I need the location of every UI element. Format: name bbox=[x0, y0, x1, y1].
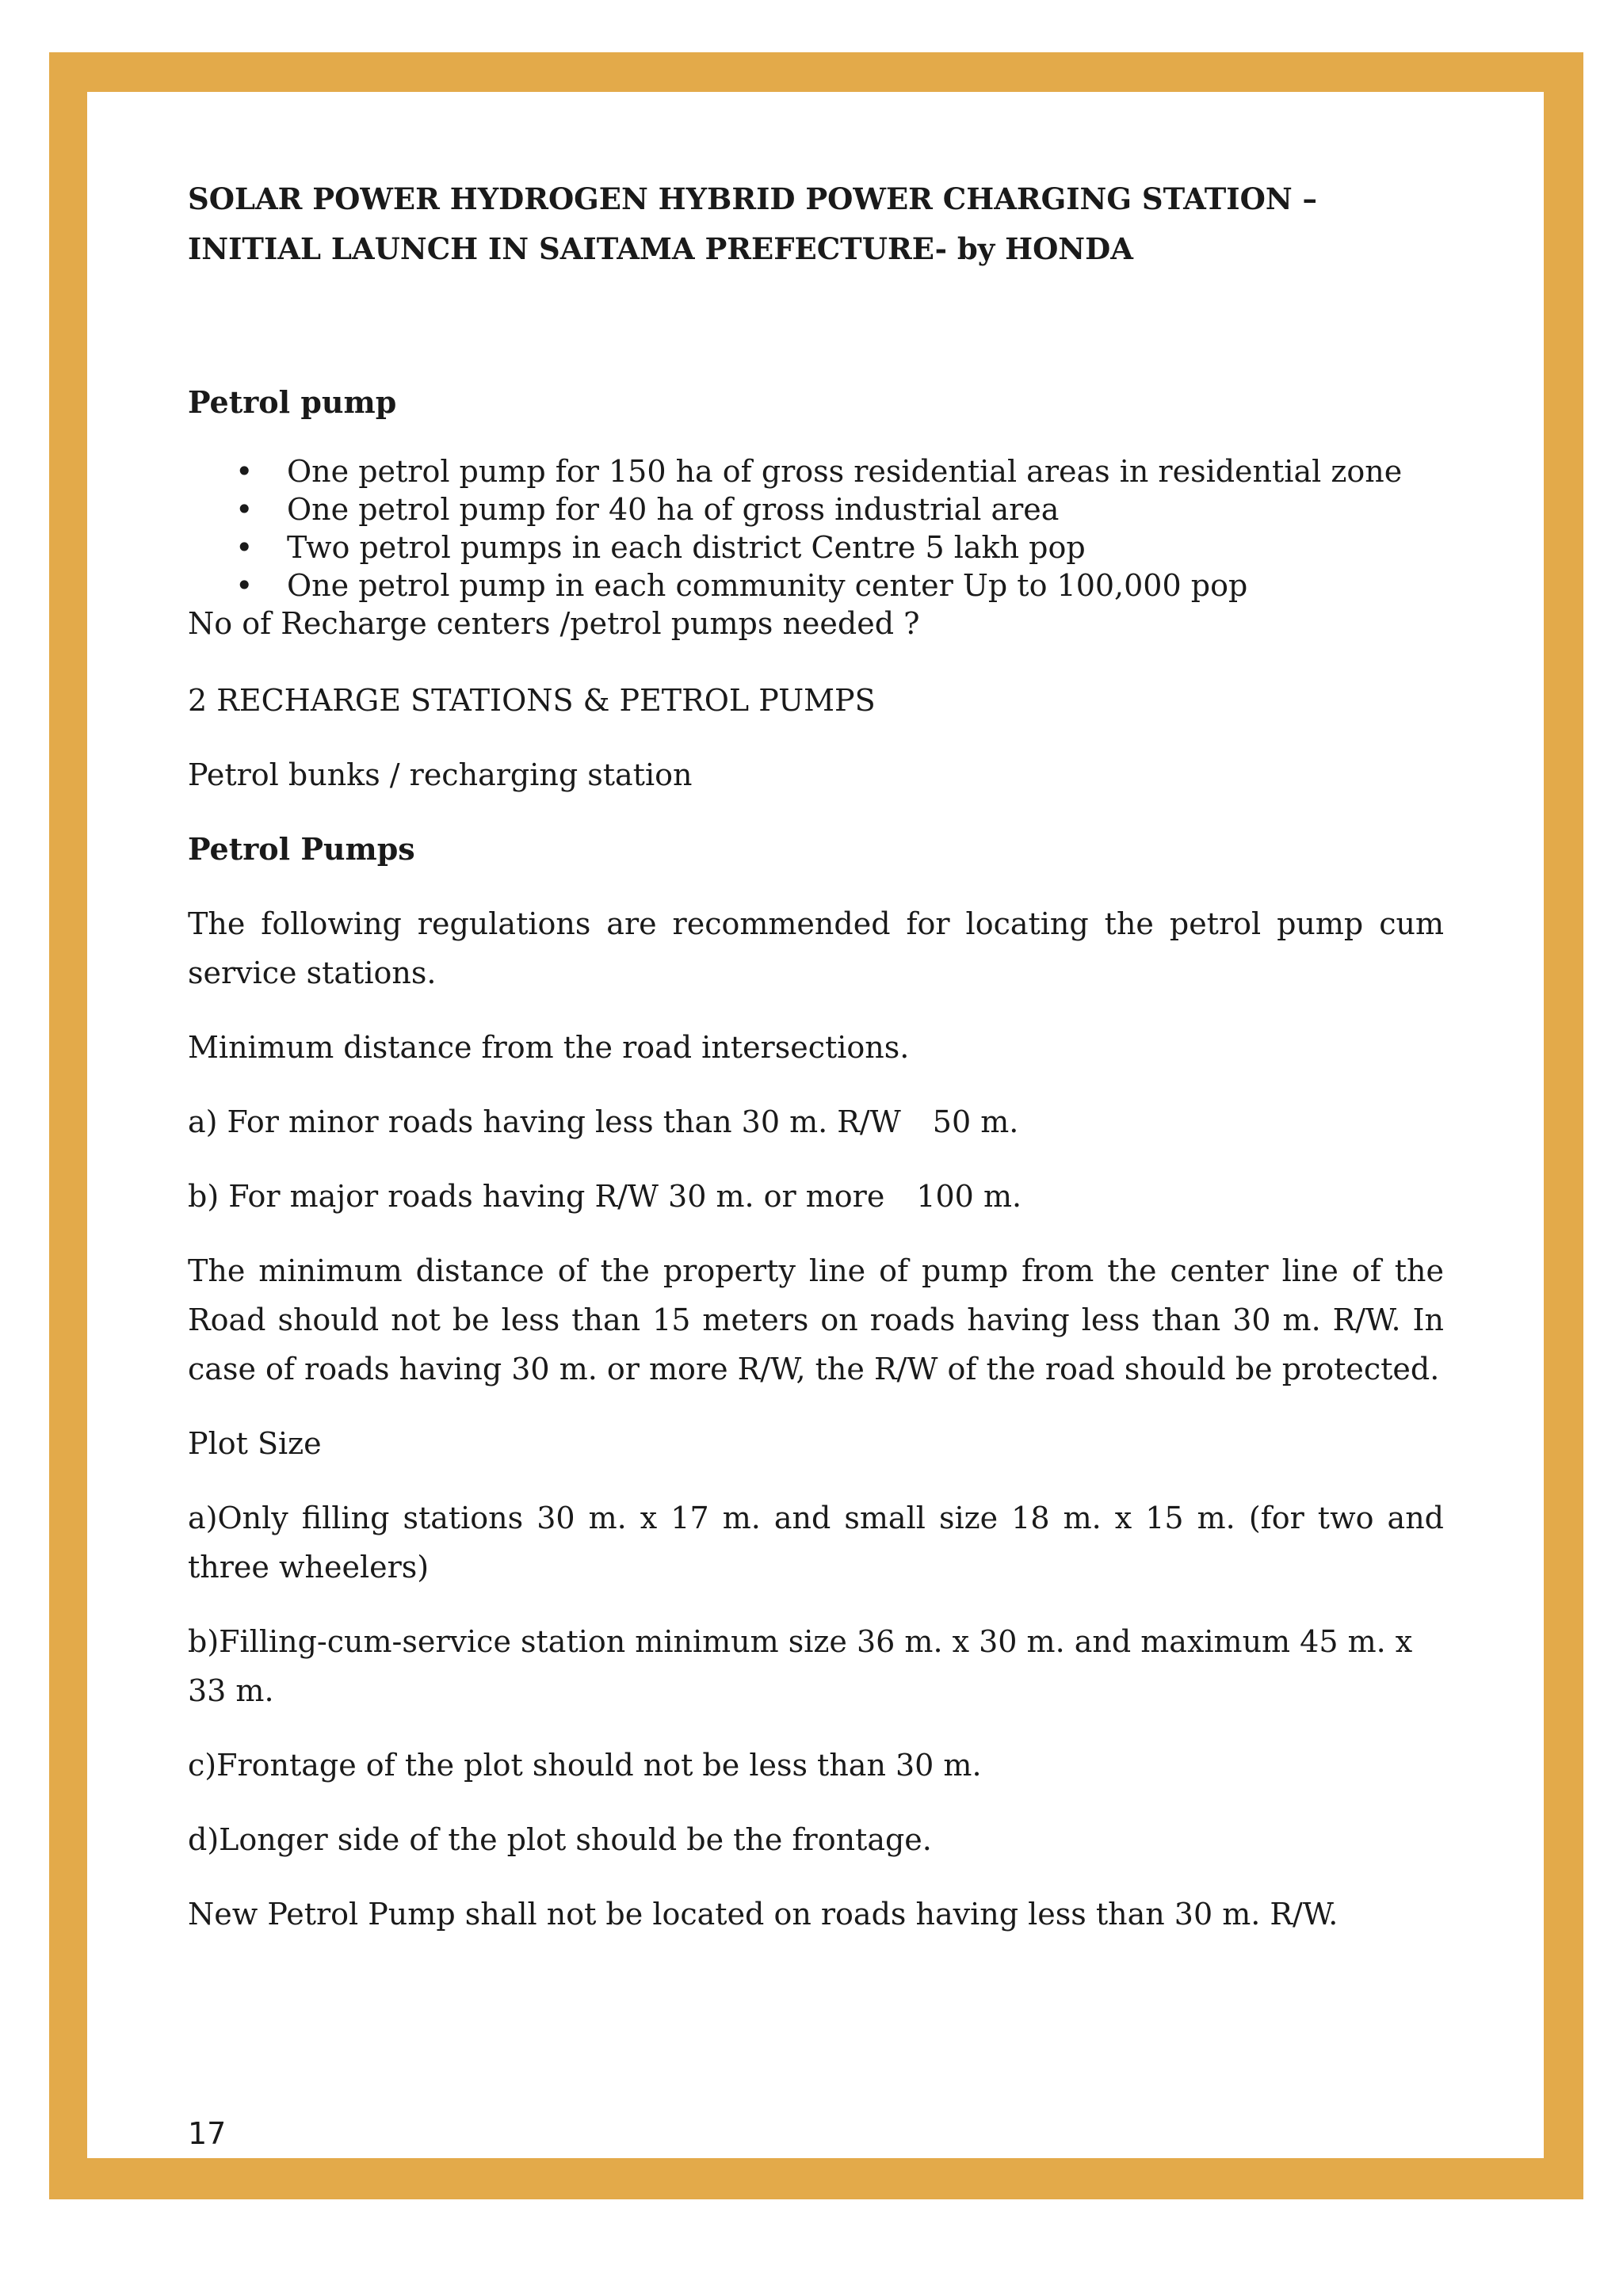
property-line-paragraph: The minimum distance of the property line of pump from the center line of the Road should not be less than 15 meters on roads having less than 30 m. R/W. In case of roads having 30 m. or more R/W, the R/W of the road should be protected. bbox=[188, 1253, 1444, 1386]
list-item: • Two petrol pumps in each district Centre 5 lakh pop bbox=[235, 530, 1086, 565]
document-body bbox=[188, 174, 1444, 1939]
petrol-bunks-line: Petrol bunks / recharging station bbox=[188, 757, 693, 792]
minor-roads-rule: a) For minor roads having less than 30 m. R/W 50 m. bbox=[188, 1104, 1019, 1139]
petrol-pumps-heading: Petrol Pumps bbox=[188, 831, 415, 867]
plot-rule-c: c)Frontage of the plot should not be less than 30 m. bbox=[188, 1748, 982, 1783]
petrol-pump-list bbox=[188, 452, 1444, 605]
list-item: • One petrol pump for 150 ha of gross residential areas in residential zone bbox=[235, 454, 1403, 489]
recharge-question: No of Recharge centers /petrol pumps needed ? bbox=[188, 606, 920, 641]
min-distance-line: Minimum distance from the road intersections. bbox=[188, 1030, 910, 1065]
bullet-icon: • bbox=[235, 454, 254, 489]
plot-rule-d: d)Longer side of the plot should be the frontage. bbox=[188, 1822, 932, 1857]
list-item: • One petrol pump in each community center Up to 100,000 pop bbox=[235, 568, 1248, 603]
plot-rule-a: a)Only filling stations 30 m. x 17 m. and small size 18 m. x 15 m. (for two and three wheelers) bbox=[188, 1501, 1444, 1585]
plot-size-heading: Plot Size bbox=[188, 1426, 322, 1461]
new-pump-rule: New Petrol Pump shall not be located on roads having less than 30 m. R/W. bbox=[188, 1897, 1338, 1932]
bullet-icon: • bbox=[235, 492, 254, 527]
page-number: 17 bbox=[188, 2116, 227, 2151]
recharge-stations-line: 2 RECHARGE STATIONS & PETROL PUMPS bbox=[188, 683, 876, 718]
document-title: SOLAR POWER HYDROGEN HYBRID POWER CHARGING STATION – INITIAL LAUNCH IN SAITAMA PREFECTURE- by HONDA bbox=[188, 181, 1318, 266]
major-roads-rule: b) For major roads having R/W 30 m. or more 100 m. bbox=[188, 1179, 1022, 1214]
regulations-intro: The following regulations are recommended for locating the petrol pump cum service stations. bbox=[188, 906, 1444, 990]
petrol-pump-heading: Petrol pump bbox=[188, 384, 397, 420]
bullet-icon: • bbox=[235, 530, 254, 565]
list-item: • One petrol pump for 40 ha of gross industrial area bbox=[235, 492, 1060, 527]
bullet-icon: • bbox=[235, 568, 254, 603]
plot-rule-b: b)Filling-cum-service station minimum size 36 m. x 30 m. and maximum 45 m. x 33 m. bbox=[188, 1624, 1413, 1708]
